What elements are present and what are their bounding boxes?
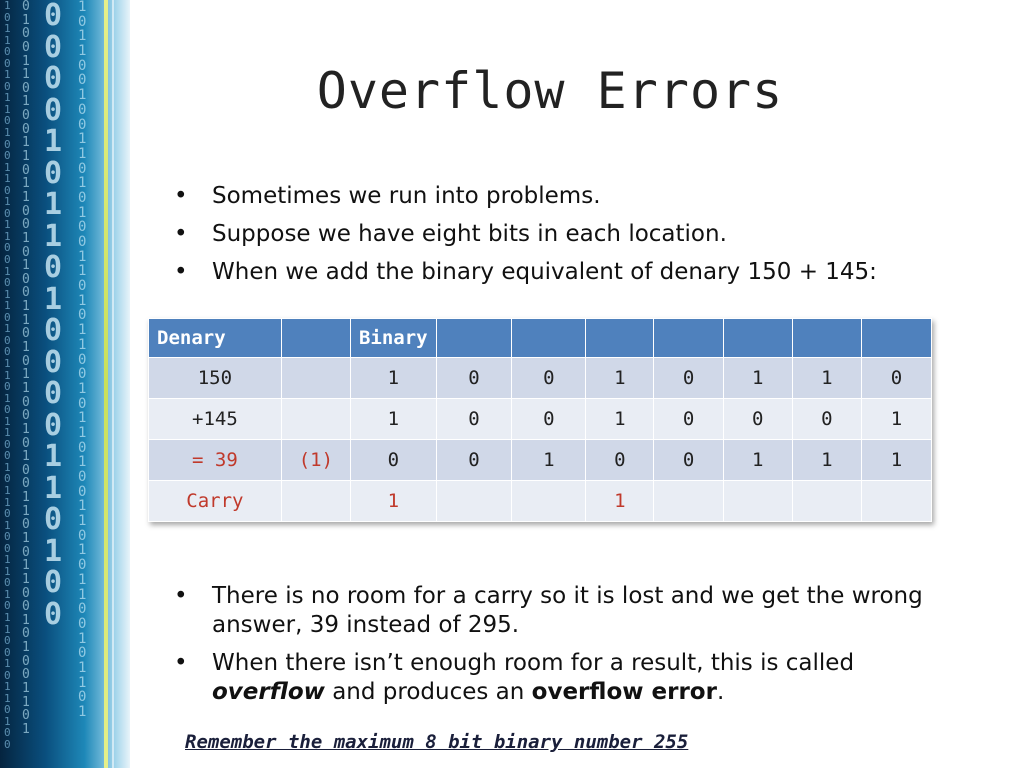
header-cell (861, 319, 931, 358)
header-cell-binary: Binary (350, 319, 436, 358)
bullet-item: • Suppose we have eight bits in each location. (172, 220, 972, 249)
table-cell: +145 (149, 399, 282, 440)
table-cell: 1 (350, 358, 436, 399)
table-row-result (149, 440, 932, 481)
table-cell (281, 358, 350, 399)
table-header-row (149, 319, 932, 358)
table-cell: 0 (654, 399, 723, 440)
footer-note: Remember the maximum 8 bit binary number 255 (185, 731, 689, 753)
lost-carry-cell: (1) (281, 440, 350, 481)
bullet-text: . (716, 679, 725, 705)
white-accent-line (112, 0, 114, 768)
header-cell (586, 319, 654, 358)
table-cell (654, 481, 723, 522)
table-cell: 0 (654, 440, 723, 481)
binary-column-1: 1 0 1 1 0 0 1 0 1 1 0 1 0 0 1 1 0 1 0 1 1 0 0 1 0 1 1 0 1 0 0 1 1 0 1 0 1 1 0 0 1 0 1 1 0 1 0 0 1 1 0 1 0 1 1 0 0 1 0 1 1 0 1 0 0 (4, 0, 11, 751)
table-row-carry (149, 481, 932, 522)
table-cell: 0 (512, 358, 586, 399)
table-cell: 0 (723, 399, 792, 440)
top-bullet-list (172, 182, 972, 296)
table-cell (512, 481, 586, 522)
bullet-item-overflow (172, 649, 932, 707)
table-cell (723, 481, 792, 522)
table-cell: 0 (861, 358, 931, 399)
header-cell-denary: Denary (149, 319, 282, 358)
table-cell: 0 (350, 440, 436, 481)
table-cell: 1 (350, 399, 436, 440)
header-cell (436, 319, 512, 358)
result-denary-cell: = 39 (149, 440, 282, 481)
table-cell: 0 (436, 358, 512, 399)
table-cell: 1 (586, 399, 654, 440)
table-cell: 0 (792, 399, 861, 440)
binary-addition-table (148, 318, 932, 522)
table-cell: 0 (586, 440, 654, 481)
header-cell (654, 319, 723, 358)
binary-decoration-strip (0, 0, 130, 768)
bullet-item: • Sometimes we run into problems. (172, 182, 972, 211)
bullet-text: When there isn’t enough room for a result, this is called (212, 650, 855, 676)
binary-column-2: 0 1 0 0 1 1 0 1 0 0 1 1 0 1 1 0 0 1 0 1 0 0 1 1 0 1 0 1 1 0 0 1 0 1 0 0 1 1 0 1 0 1 1 0 0 1 0 1 0 0 1 1 0 1 (22, 0, 30, 737)
table-cell: 0 (512, 399, 586, 440)
yellow-accent-line (104, 0, 108, 768)
header-cell (723, 319, 792, 358)
header-cell (792, 319, 861, 358)
header-cell (281, 319, 350, 358)
bottom-bullet-list (172, 582, 932, 716)
table-cell: 1 (723, 440, 792, 481)
table-row (149, 399, 932, 440)
table-cell: 1 (586, 358, 654, 399)
slide-title: Overflow Errors (316, 62, 784, 120)
carry-label-cell: Carry (149, 481, 282, 522)
table-cell: 1 (861, 440, 931, 481)
table-row (149, 358, 932, 399)
table-cell (281, 399, 350, 440)
binary-column-3: 0 0 0 0 1 0 1 1 0 1 0 0 0 0 1 1 0 1 0 0 (44, 0, 63, 632)
table-cell (281, 481, 350, 522)
overflow-term: overflow (212, 679, 325, 705)
bullet-text: and produces an (324, 679, 532, 705)
table-cell: 1 (792, 358, 861, 399)
table-cell: 0 (654, 358, 723, 399)
header-cell (512, 319, 586, 358)
table-cell (436, 481, 512, 522)
table-cell (792, 481, 861, 522)
binary-column-4: 1 0 1 1 0 0 1 0 0 1 1 0 1 0 1 0 0 1 1 0 1 0 1 1 0 0 1 0 1 1 0 1 0 0 1 1 0 1 0 1 1 0 0 1 0 1 1 0 1 (78, 0, 87, 720)
table-cell: 0 (436, 440, 512, 481)
table-cell: 1 (861, 399, 931, 440)
table-cell: 0 (436, 399, 512, 440)
table-cell (861, 481, 931, 522)
bullet-item: • There is no room for a carry so it is lost and we get the wrong answer, 39 instead of 295. (172, 582, 932, 640)
carry-bit-cell: 1 (586, 481, 654, 522)
bullet-item: • When we add the binary equivalent of denary 150 + 145: (172, 258, 972, 287)
table-cell: 1 (512, 440, 586, 481)
table-cell: 1 (723, 358, 792, 399)
overflow-error-term: overflow error (531, 679, 717, 705)
carry-bit-cell: 1 (350, 481, 436, 522)
table-cell: 1 (792, 440, 861, 481)
table-cell: 150 (149, 358, 282, 399)
